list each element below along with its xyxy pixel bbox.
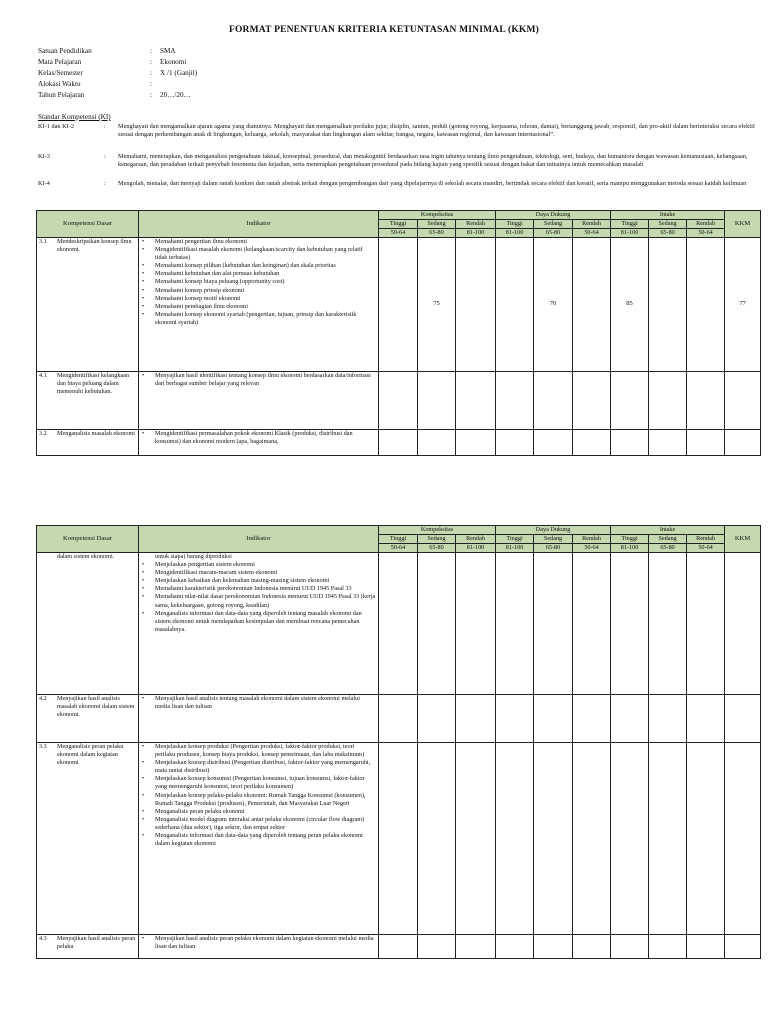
header-range: 65-80 xyxy=(534,544,573,553)
header-range: 50-64 xyxy=(379,544,418,553)
kd-text: Menyajikan hasil analisis masalah ekonomi dalam sistem ekonomi. xyxy=(57,695,135,719)
table-row xyxy=(37,935,761,959)
indikator-item: • Memahami konsep pilihan (kebutuhan dan keinginan) dan skala prioritas xyxy=(152,262,376,270)
indikator-item: • Memahami karakteristik perekonomian Indonesia menurut UUD 1945 Pasal 33 xyxy=(152,585,376,593)
intake-value: 85 xyxy=(611,238,649,372)
meta-colon: : xyxy=(150,69,152,77)
header-range: 81-100 xyxy=(496,544,534,553)
indikator-item: • Menganalisis peran pelaku ekonomi xyxy=(152,808,376,816)
header-indikator: Indikator xyxy=(139,211,379,238)
indikator-cell xyxy=(139,372,379,430)
header-kkm: KKM xyxy=(725,526,761,553)
meta-colon: : xyxy=(150,91,152,99)
kd-text: Mendeskripsikan konsep ilmu ekonomi. xyxy=(57,238,132,254)
indikator-item: • Menjelaskan kebaikan dan kelemahan masing-masing sistem ekonomi xyxy=(152,577,376,585)
meta-label: Tahun Pelajaran xyxy=(38,91,85,99)
standar-kompetensi-heading xyxy=(38,113,111,121)
indikator-item: • Memahami konsep prinsip ekonomi xyxy=(152,287,376,295)
header-sub: Sedang xyxy=(649,220,687,229)
standar-heading-text: Standar Kompetensi (KI) xyxy=(38,113,111,121)
kd-number: 4.3 xyxy=(39,935,47,942)
header-sub: Sedang xyxy=(418,535,456,544)
indikator-item: • Memahami konsep ekonomi syariah (pengertian, tujuan, prinsip dan karakteristik ekonomi syariah) xyxy=(152,311,376,327)
ki-row-1-2 xyxy=(38,123,768,157)
header-sub: Tinggi xyxy=(379,220,418,229)
indikator-cell xyxy=(139,238,379,372)
kd-cell xyxy=(37,238,139,372)
header-sub: Sedang xyxy=(534,220,573,229)
meta-value: 20…/20… xyxy=(160,91,191,99)
header-sub: Tinggi xyxy=(496,220,534,229)
indikator-item: • Menganalisis informasi dan data-data yang diperoleh tentang masalah ekonomi dan sistem ekonomi untuk mendapatkan kesimpulan dan membuat rencana pemecahan masalahnya. xyxy=(152,610,376,634)
kd-number xyxy=(39,553,57,561)
indikator-item: • Menjelaskan pengertian sistem ekonomi xyxy=(152,561,376,569)
table-row xyxy=(37,238,761,372)
header-sub: Rendah xyxy=(456,220,496,229)
kd-cell xyxy=(37,695,139,743)
header-range: 50-64 xyxy=(687,229,725,238)
header-indikator: Indikator xyxy=(139,526,379,553)
header-group-daya-dukung: Daya Dukung xyxy=(496,526,611,535)
meta-colon: : xyxy=(150,47,152,55)
header-group-kompleksitas: Kompeksitas xyxy=(379,211,496,220)
meta-value: SMA xyxy=(160,47,176,55)
ki-row-3 xyxy=(38,153,768,179)
indikator-item: • Menganalisis informasi dan data-data yang diperoleh tentang peran pelaku ekonomi dalam kegiatan ekonomi xyxy=(152,832,376,848)
indikator-item: • Memahami konsep biaya peluang (opportunity cost) xyxy=(152,278,376,286)
header-range: 81-100 xyxy=(456,229,496,238)
header-sub: Rendah xyxy=(687,220,725,229)
ki-colon: : xyxy=(104,180,106,187)
kkm-table-page-2 xyxy=(36,525,761,959)
kd-text: Menganalisis masalah ekonomi xyxy=(57,430,136,437)
header-range: 81-100 xyxy=(456,544,496,553)
indikator-item: • Memahami pengertian ilmu ekonomi xyxy=(152,238,376,246)
indikator-item: • Memahami kebutuhan dan alat pemuas kebutuhan xyxy=(152,270,376,278)
ki-label: KI-3 xyxy=(38,153,50,160)
kd-number: 4.2 xyxy=(39,695,47,702)
indikator-item: • Menjelaskan konsep produksi (Pengertian produksi, faktor-faktor produksi, teori perilaku produsen, konsep biaya produksi, konsep penerimaan, dan laba maksimum) xyxy=(152,743,376,759)
kd-text: Menyajikan hasil analisis peran pelaku xyxy=(57,935,136,951)
header-sub: Tinggi xyxy=(611,220,649,229)
kd-cell xyxy=(37,372,139,430)
ki-text: Memahami, menerapkan, dan menganalisis pengetahuan faktual, konseptual, prosedural, dan metakognitif berdasarkan rasa ingin tahunya tentang ilmu pengetahuan, teknologi, seni, budaya, dan humaniora dengan wawasan kemanusiaan, kebangsaan, kenegaraan, dan peradaban terkait penyebab fenomena dan kejadian, serta menerapkan pengetahuan prosedural pada bidang kajian yang spesifik sesuai dengan bakat dan minatnya untuk memecahkan masalah xyxy=(118,153,748,169)
header-range: 65-80 xyxy=(649,544,687,553)
header-sub: Tinggi xyxy=(611,535,649,544)
header-kompetensi-dasar: Kompetensi Dasar xyxy=(37,526,139,553)
header-range: 81-100 xyxy=(611,544,649,553)
header-group-intake: Intake xyxy=(611,211,725,220)
indikator-item: • Menjelaskan konsep konsumsi (Pengertian konsumsi, tujuan konsumsi, faktor-faktor yang memengaruhi konsumsi, teori perilaku konsumen) xyxy=(152,775,376,791)
header-range: 50-64 xyxy=(687,544,725,553)
header-sub: Rendah xyxy=(687,535,725,544)
indikator-item: • Mengidentifikasi permasalahan pokok ekonomi Klasik (produksi, distribusi dan konsumsi) dan ekonomi modern (apa, bagaimana, xyxy=(152,430,376,446)
indikator-item-continued: untuk siapa) barang diproduksi xyxy=(155,553,232,560)
indikator-cell xyxy=(139,430,379,456)
header-sub: Sedang xyxy=(534,535,573,544)
kd-cell xyxy=(37,553,139,695)
table-row xyxy=(37,743,761,935)
header-sub: Tinggi xyxy=(496,535,534,544)
meta-value: X /1 (Ganjil) xyxy=(160,69,198,77)
meta-colon: : xyxy=(150,58,152,66)
kompleksitas-value: 75 xyxy=(418,238,456,372)
header-group-daya-dukung: Daya Dukung xyxy=(496,211,611,220)
indikator-item: • Menjelaskan konsep pelaku-pelaku ekonomi: Rumah Tangga Konsumsi (konsumen), Rumah Tangga Produksi (produsen), Pemerintah, dan Masyarakat Luar Negeri xyxy=(152,792,376,808)
kd-cell xyxy=(37,935,139,959)
kd-number: 3.1 xyxy=(39,238,47,245)
ki-label: KI-4 xyxy=(38,180,50,187)
header-range: 65-80 xyxy=(418,229,456,238)
indikator-cell xyxy=(139,935,379,959)
kkm-value: 77 xyxy=(725,238,761,372)
meta-label: Mata Pelajaran xyxy=(38,58,82,66)
kd-number: 3.3 xyxy=(39,743,47,750)
indikator-item: • Memahami pembagian ilmu ekonomi xyxy=(152,303,376,311)
header-kkm: KKM xyxy=(725,211,761,238)
indikator-item: • Memahami nilai-nilai dasar perekonomian Indonesia menurut UUD 1945 Pasal 33 (kerja sama, kekeluargaan, gotong royong, keadilan) xyxy=(152,593,376,609)
table-row xyxy=(37,430,761,456)
indikator-item: • Menjelaskan konsep distribusi (Pengertian distribusi, faktor-faktor yang memengaruhi, mata rantai distribusi) xyxy=(152,759,376,775)
meta-label: Alokasi Waktu xyxy=(38,80,81,88)
header-kompetensi-dasar: Kompetensi Dasar xyxy=(37,211,139,238)
header-range: 50-64 xyxy=(379,229,418,238)
table-row xyxy=(37,695,761,743)
header-range: 50-64 xyxy=(573,544,611,553)
meta-label: Satuan Pendidikan xyxy=(38,47,92,55)
meta-value: Ekonomi xyxy=(160,58,187,66)
indikator-item: • Menyajikan hasil analisis peran pelaku ekonomi dalam kegiatan ekonomi melalui media lisan dan tulisan xyxy=(152,935,376,951)
header-sub: Rendah xyxy=(573,535,611,544)
indikator-item: • Mengidentifikasi masalah ekonomi (kelangkaan/scarcity dan kebutuhan yang relatif tidak terbatas) xyxy=(152,246,376,262)
table-row xyxy=(37,372,761,430)
ki-colon: : xyxy=(104,123,106,130)
header-range: 65-80 xyxy=(418,544,456,553)
ki-text: Mengolah, menalar, dan menyaji dalam ranah konkret dan ranah abstrak terkait dengan pengembangan dari yang dipelajarinya di sekolah secara mandiri, bertindak secara efektif dan kreatif, serta mampu menggunakan metoda sesuai kaidah keilmuan xyxy=(118,180,747,187)
kd-text: Mengidentifikasi kelangkaan dan biaya peluang dalam memenuhi kebutuhan. xyxy=(57,372,129,396)
header-range: 81-100 xyxy=(611,229,649,238)
ki-text: Menghayati dan mengamalkan ajaran agama yang dianutnya. Menghayati dan mengamalkan perilaku jujur, disiplin, santun, peduli (gotong royong, kerjasama, toleran, damai), bertanggung jawab, responsif, dan pro-aktif dalam berinteraksi secara efektif sesuai dengan perkembangan anak di lingkungan, keluarga, sekolah, masyarakat dan lingkungan alam sekitar, bangsa, negara, kawasan regional, dan kawasan internasional”. xyxy=(118,123,755,139)
kd-cell xyxy=(37,743,139,935)
document-title: FORMAT PENENTUAN KRITERIA KETUNTASAN MINIMAL (KKM) xyxy=(228,25,540,35)
header-sub: Sedang xyxy=(418,220,456,229)
meta-label: Kelas/Semester xyxy=(38,69,83,77)
header-range: 81-100 xyxy=(496,229,534,238)
header-sub: Sedang xyxy=(649,535,687,544)
ki-label: KI-1 dan KI-2 xyxy=(38,123,75,130)
header-sub: Rendah xyxy=(573,220,611,229)
daya-dukung-value: 70 xyxy=(534,238,573,372)
header-group-kompleksitas: Kompeksitas xyxy=(379,526,496,535)
kd-cell xyxy=(37,430,139,456)
indikator-item: • Menyajikan hasil identifikasi tentang konsep ilmu ekonomi berdasarkan data/informasi dari berbagai sumber belajar yang relevan xyxy=(152,372,376,388)
table-row xyxy=(37,553,761,695)
kkm-table-page-1 xyxy=(36,210,761,456)
header-sub: Rendah xyxy=(456,535,496,544)
kd-text: Menganalisis peran pelaku ekonomi dalam kegiatan ekonomi xyxy=(57,743,124,767)
meta-colon: : xyxy=(150,80,152,88)
indikator-cell xyxy=(139,743,379,935)
kd-text: dalam sistem ekonomi. xyxy=(57,553,115,560)
indikator-item: • Mengidentifikasi macam-macam sistem ekonomi xyxy=(152,569,376,577)
kd-number: 3.2 xyxy=(39,430,47,437)
header-range: 50-64 xyxy=(573,229,611,238)
header-range: 65-80 xyxy=(534,229,573,238)
indikator-cell xyxy=(139,553,379,695)
indikator-item: • Memahami konsep motif ekonomi xyxy=(152,295,376,303)
indikator-item: • Menyajikan hasil analisis tentang masalah ekonomi dalam sistem ekonomi melalui media lisan dan tulisan xyxy=(152,695,376,711)
header-range: 65-80 xyxy=(649,229,687,238)
indikator-cell xyxy=(139,695,379,743)
header-group-intake: Intake xyxy=(611,526,725,535)
header-sub: Tinggi xyxy=(379,535,418,544)
indikator-item: • Menganalisis model diagram interaksi antar pelaku ekonomi (circular flow diagram) sederhana (dua sektor), tiga sektor, dan empat sektor xyxy=(152,816,376,832)
kd-number: 4.1 xyxy=(39,372,47,379)
ki-colon: : xyxy=(104,153,106,160)
ki-row-4 xyxy=(38,180,768,198)
